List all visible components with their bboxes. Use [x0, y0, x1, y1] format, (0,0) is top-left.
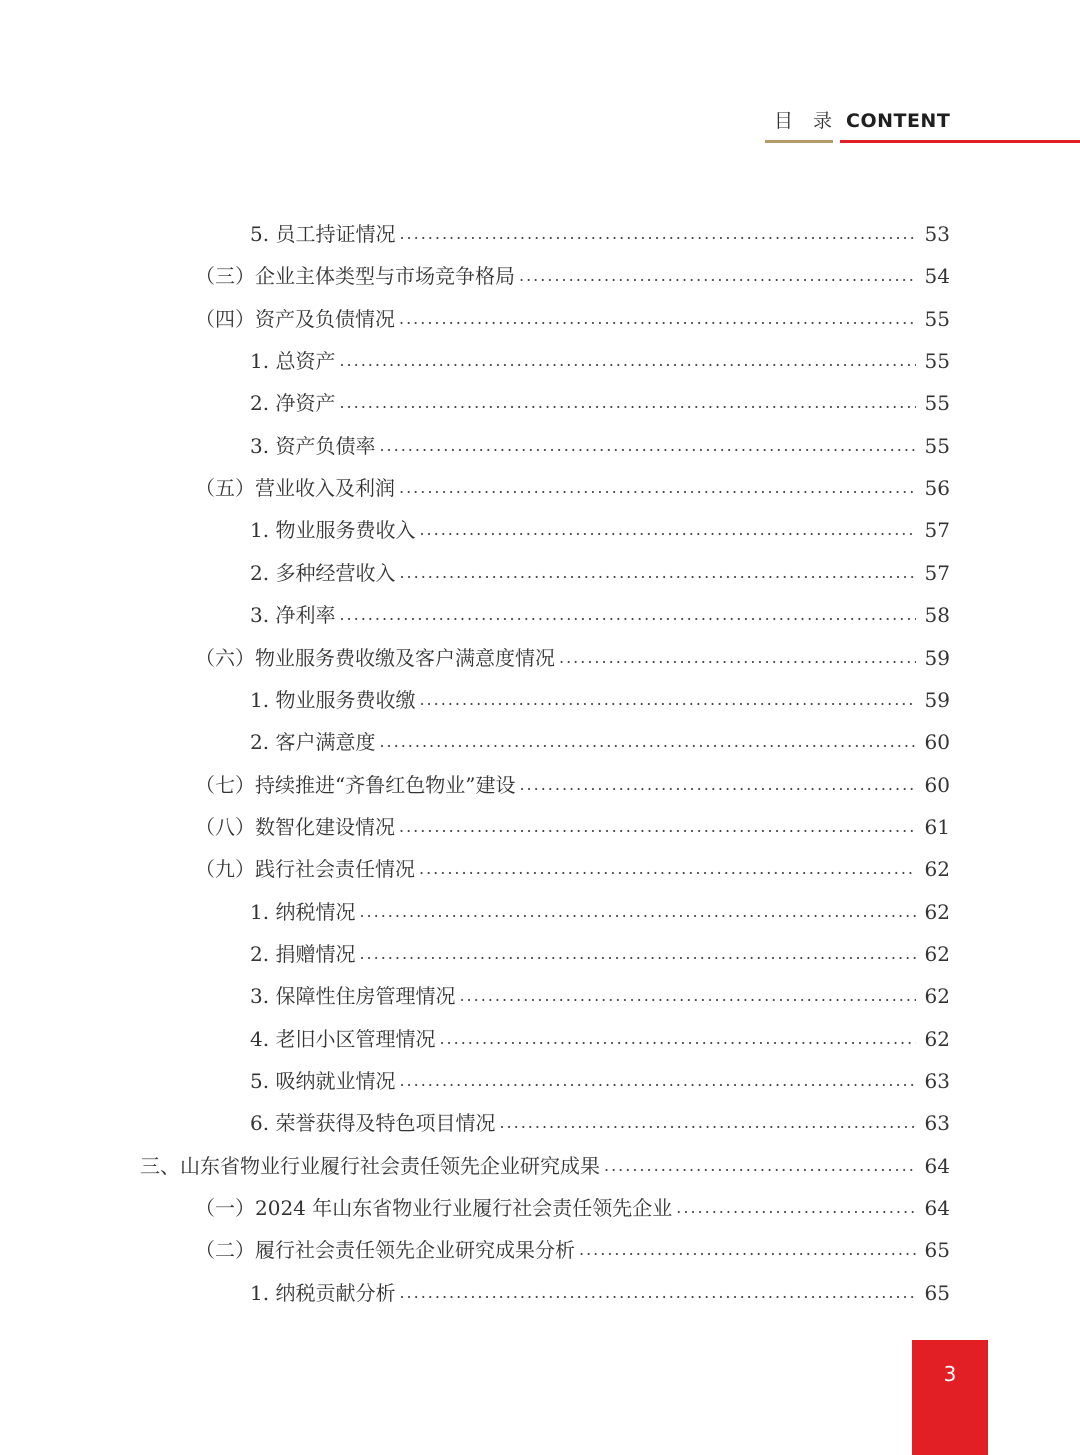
toc-entry[interactable] — [250, 552, 950, 594]
toc-entry[interactable] — [250, 594, 950, 636]
toc-dot-leader — [519, 255, 916, 297]
toc-dot-leader — [419, 509, 916, 551]
toc-dot-leader — [339, 340, 916, 382]
toc-entry[interactable] — [195, 806, 950, 848]
toc-dot-leader — [419, 848, 916, 890]
toc-entry-title: （二）履行社会责任领先企业研究成果分析 — [195, 1238, 575, 1263]
toc-entry[interactable] — [195, 298, 950, 340]
toc-entry-page: 60 — [924, 730, 950, 755]
toc-dot-leader — [676, 1187, 916, 1229]
toc-entry[interactable] — [250, 382, 950, 424]
toc-entry[interactable] — [250, 509, 950, 551]
toc-dot-leader — [499, 1102, 916, 1144]
toc-entry-page: 55 — [924, 433, 950, 458]
toc-entry-title: （九）践行社会责任情况 — [195, 857, 415, 882]
toc-entry[interactable] — [195, 255, 950, 297]
toc-entry[interactable] — [250, 891, 950, 933]
toc-entry-page: 55 — [924, 349, 950, 374]
toc-entry[interactable] — [250, 721, 950, 763]
toc-entry-page: 59 — [924, 645, 950, 670]
toc-entry-page: 58 — [924, 603, 950, 628]
toc-entry-title: （三）企业主体类型与市场竞争格局 — [195, 264, 515, 289]
toc-dot-leader — [399, 806, 916, 848]
toc-dot-leader — [379, 721, 916, 763]
toc-entry[interactable] — [250, 1018, 950, 1060]
page-number: 3 — [943, 1362, 957, 1386]
toc-entry-title: 4. 老旧小区管理情况 — [250, 1026, 436, 1051]
toc-entry-page: 56 — [924, 476, 950, 501]
toc-entry-title: 2. 客户满意度 — [250, 730, 376, 755]
toc-entry-page: 63 — [924, 1069, 950, 1093]
header-rule-red — [840, 140, 1080, 143]
toc-entry-title: 2. 多种经营收入 — [250, 560, 396, 585]
toc-entry-page: 53 — [924, 222, 950, 246]
toc-entry-page: 62 — [924, 984, 950, 1009]
toc-entry[interactable] — [195, 1229, 950, 1271]
toc-entry-page: 62 — [924, 857, 950, 882]
toc-dot-leader — [459, 975, 916, 1017]
toc-entry-title: （一）2024 年山东省物业行业履行社会责任领先企业 — [195, 1196, 673, 1221]
toc-entry-title: 2. 捐赠情况 — [250, 941, 356, 966]
toc-entry-page: 64 — [924, 1153, 950, 1178]
toc-dot-leader — [399, 467, 916, 509]
toc-entry-title: 1. 物业服务费收入 — [250, 518, 416, 543]
toc-dot-leader — [419, 679, 916, 721]
toc-entry-title: （七）持续推进“齐鲁红色物业”建设 — [195, 772, 516, 797]
toc-dot-leader — [359, 891, 916, 933]
toc-entry[interactable] — [195, 848, 950, 890]
toc-dot-leader — [399, 298, 916, 340]
toc-entry[interactable] — [250, 933, 950, 975]
toc-dot-leader — [399, 1272, 916, 1314]
toc-dot-leader — [519, 764, 916, 806]
toc-entry-title: 1. 物业服务费收缴 — [250, 687, 416, 712]
toc-entry-page: 60 — [924, 772, 950, 797]
toc-entry-title: 5. 员工持证情况 — [250, 222, 396, 246]
toc-dot-leader — [399, 1060, 916, 1102]
toc-entry-page: 55 — [924, 306, 950, 331]
toc-dot-leader — [399, 213, 916, 255]
toc-entry-page: 62 — [924, 941, 950, 966]
toc-entry-title: 3. 保障性住房管理情况 — [250, 984, 456, 1009]
toc-entry[interactable] — [250, 340, 950, 382]
toc-entry-page: 61 — [924, 814, 950, 839]
toc-entry-title: 6. 荣誉获得及特色项目情况 — [250, 1111, 496, 1136]
toc-entry-title: 1. 纳税情况 — [250, 899, 356, 924]
toc-entry-title: 3. 资产负债率 — [250, 433, 376, 458]
toc-entry-title: 三、山东省物业行业履行社会责任领先企业研究成果 — [140, 1153, 600, 1178]
toc-dot-leader — [399, 552, 916, 594]
toc-entry-page: 62 — [924, 899, 950, 924]
toc-entry[interactable] — [250, 975, 950, 1017]
toc-dot-leader — [339, 594, 916, 636]
toc-entry[interactable] — [250, 679, 950, 721]
toc-entry-page: 63 — [924, 1111, 950, 1136]
toc-entry-title: 1. 纳税贡献分析 — [250, 1280, 396, 1305]
toc-entry[interactable] — [250, 1060, 950, 1102]
toc-entry[interactable] — [250, 425, 950, 467]
toc-dot-leader — [559, 637, 916, 679]
toc-entry[interactable] — [250, 1272, 950, 1314]
header-title-zh: 目 录 — [774, 110, 840, 132]
header-title-en: CONTENT — [846, 110, 951, 132]
toc-entry-page: 55 — [924, 391, 950, 416]
toc-entry-title: （四）资产及负债情况 — [195, 306, 395, 331]
toc-entry-page: 62 — [924, 1026, 950, 1051]
toc-entry[interactable] — [195, 1187, 950, 1229]
toc-entry[interactable] — [195, 637, 950, 679]
toc-entry-title: 1. 总资产 — [250, 349, 336, 374]
toc-dot-leader — [359, 933, 916, 975]
toc-dot-leader — [604, 1145, 916, 1187]
toc-entry[interactable] — [195, 467, 950, 509]
toc-entry-title: （五）营业收入及利润 — [195, 476, 395, 501]
toc-entry-page: 54 — [924, 264, 950, 289]
toc-entry-page: 64 — [924, 1196, 950, 1221]
toc-entry-page: 59 — [924, 687, 950, 712]
toc-entry-page: 57 — [924, 518, 950, 543]
toc-entry[interactable] — [140, 1145, 950, 1187]
toc-dot-leader — [379, 425, 916, 467]
page-number-tab — [912, 1340, 988, 1455]
toc-entry-page: 65 — [924, 1238, 950, 1263]
toc-entry-page: 57 — [924, 560, 950, 585]
toc-entry-title: 2. 净资产 — [250, 391, 336, 416]
header-rule-gold — [765, 140, 833, 143]
toc-entry[interactable] — [250, 1102, 950, 1144]
toc-entry-title: 3. 净利率 — [250, 603, 336, 628]
toc-dot-leader — [339, 382, 916, 424]
toc-entry-title: （六）物业服务费收缴及客户满意度情况 — [195, 645, 555, 670]
toc-entry[interactable] — [250, 213, 950, 255]
toc-dot-leader — [439, 1018, 916, 1060]
toc-entry[interactable] — [195, 764, 950, 806]
toc-dot-leader — [579, 1229, 916, 1271]
toc-entry-title: 5. 吸纳就业情况 — [250, 1069, 396, 1093]
toc-entry-page: 65 — [924, 1280, 950, 1305]
toc-entry-title: （八）数智化建设情况 — [195, 814, 395, 839]
